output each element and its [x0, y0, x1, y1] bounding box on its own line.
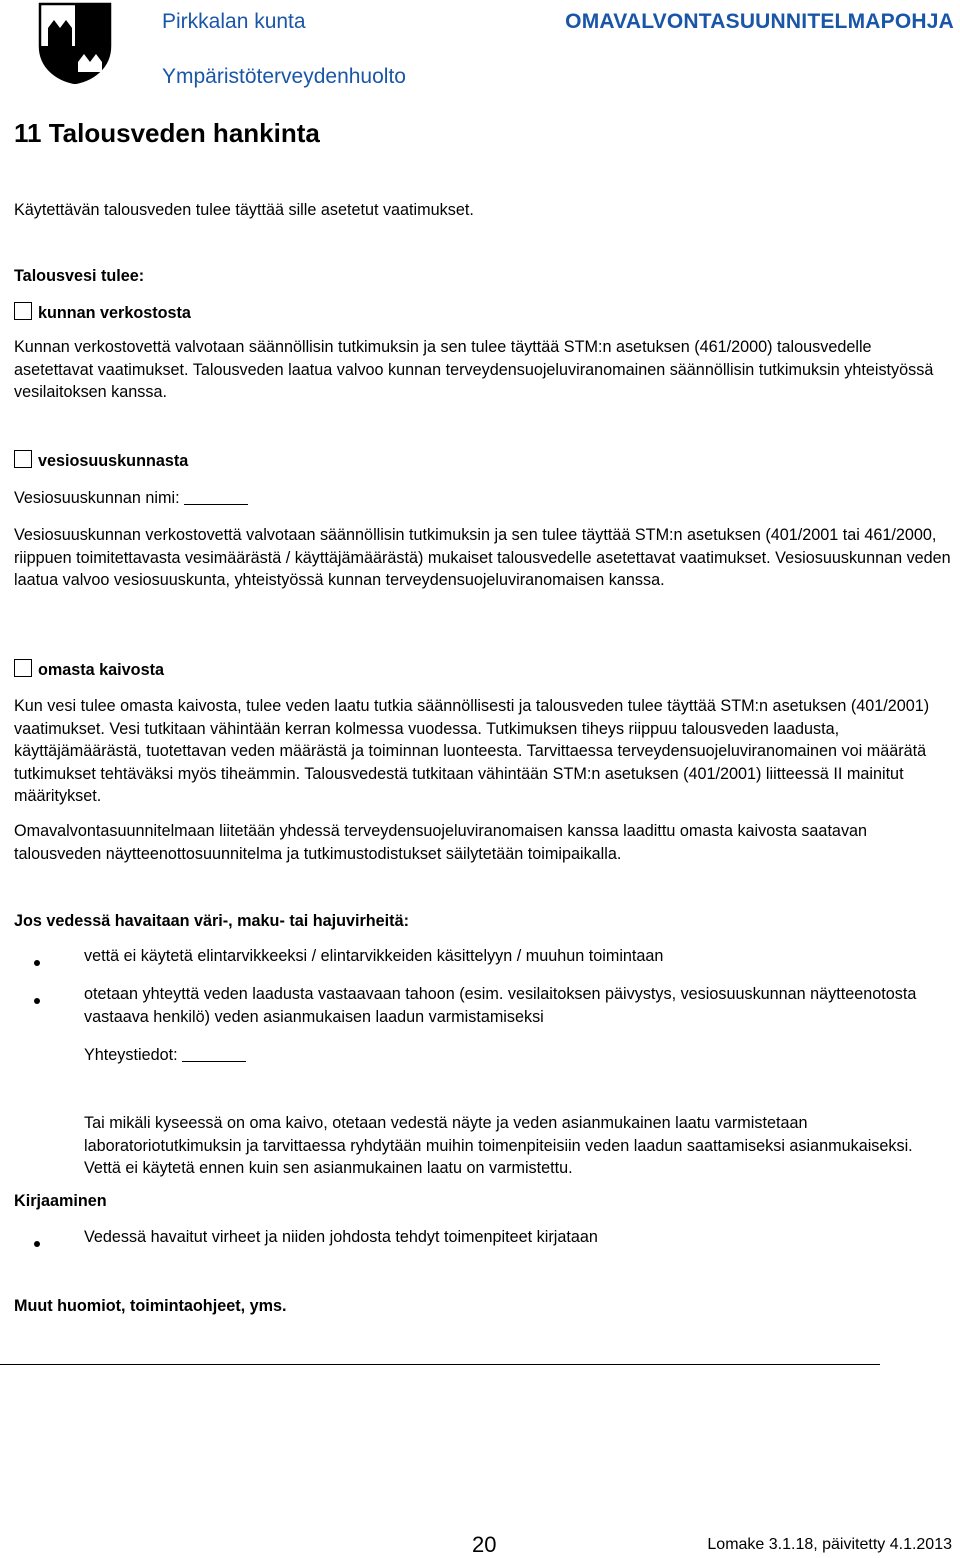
municipal-checkbox[interactable] — [14, 302, 32, 320]
page-number: 20 — [472, 1532, 497, 1557]
recording-item: Vedessä havaitut virheet ja niiden johdosta tehdyt toimenpiteet kirjataan — [84, 1228, 598, 1246]
well-label: omasta kaivosta — [38, 661, 164, 679]
cooperative-label: vesiosuuskunnasta — [38, 452, 189, 470]
contact-field[interactable] — [182, 1046, 246, 1062]
option-cooperative[interactable] — [14, 450, 952, 473]
cooperative-name-row — [14, 487, 952, 510]
municipal-description: Kunnan verkostovettä valvotaan säännöllisin tutkimuksin ja sen tulee täyttää STM:n asetuksen (461/2000) talousvedelle asetettavat vaatimukset. Talousveden laatua valvoo kunnan terveydensuojeluviranomainen säännöllisin tutkimuksin yhteistyössä vesilaitoksen kanssa. — [14, 338, 934, 401]
organization-name: Pirkkalan kunta — [162, 10, 306, 33]
other-notes-heading: Muut huomiot, toimintaohjeet, yms. — [14, 1297, 287, 1315]
well-description: Kun vesi tulee omasta kaivosta, tulee veden laatu tutkia säännöllisesti ja talousveden tulee täyttää STM:n asetuksen (401/2001) vaatimukset. Vesi tutkitaan vähintään kerran kolmessa vuodessa. Tutkimuksen tiheys riippuu talousveden laadusta, käyttäjämäärästä, tuotettavan veden määrästä ja toiminnan luonteesta. Tarvittaessa terveydensuojeluviranomainen voi määrätä tutkimukset tehtäväksi myös tiheämmin. Talousvedestä tutkitaan vähintään STM:n asetuksen (401/2001) liitteessä II mainitut määritykset. — [14, 697, 930, 805]
coat-of-arms-logo — [38, 2, 112, 84]
document-type: OMAVALVONTASUUNNITELMAPOHJA — [565, 10, 954, 33]
section-title: 11 Talousveden hankinta — [14, 118, 320, 148]
cooperative-checkbox[interactable] — [14, 450, 32, 468]
bullet-icon — [34, 991, 40, 1009]
water-source-heading: Talousvesi tulee: — [14, 267, 145, 285]
cooperative-name-field[interactable] — [184, 489, 248, 505]
contact-label: Yhteystiedot: — [84, 1046, 178, 1064]
option-municipal[interactable] — [14, 302, 952, 325]
department-name: Ympäristöterveydenhuolto — [162, 65, 406, 88]
municipal-label: kunnan verkostosta — [38, 304, 191, 322]
own-well-note: Tai mikäli kyseessä on oma kaivo, otetaan vedestä näyte ja veden asianmukainen laatu varmistetaan laboratoriotutkimuksin ja tarvittaessa ryhdytään muihin toimenpiteisiin veden laadun saattamiseksi asianmukaiseksi. Vettä ei käytetä ennen kuin sen asianmukainen laatu on varmistettu. — [84, 1114, 913, 1177]
fault-action-2: otetaan yhteyttä veden laadusta vastaavaan tahoon (esim. vesilaitoksen päivystys, vesiosuuskunnan näytteenotosta vastaava henkilö) veden asianmukaisen laadun varmistamiseksi — [84, 985, 917, 1026]
recording-heading: Kirjaaminen — [14, 1192, 107, 1210]
notes-line[interactable] — [0, 1364, 880, 1365]
well-checkbox[interactable] — [14, 659, 32, 677]
form-info: Lomake 3.1.18, päivitetty 4.1.2013 — [707, 1536, 952, 1553]
bullet-icon — [34, 1234, 40, 1252]
well-sampling-plan: Omavalvontasuunnitelmaan liitetään yhdessä terveydensuojeluviranomaisen kanssa laadittu omasta kaivosta saatavan talousveden näytteenottosuunnitelma ja tutkimustodistukset säilytetään toimipaikalla. — [14, 822, 868, 863]
cooperative-name-label: Vesiosuuskunnan nimi: — [14, 489, 180, 507]
bullet-icon — [34, 953, 40, 971]
faults-heading: Jos vedessä havaitaan väri-, maku- tai hajuvirheitä: — [14, 912, 409, 930]
cooperative-description: Vesiosuuskunnan verkostovettä valvotaan säännöllisin tutkimuksin ja sen tulee täyttää STM:n asetuksen (401/2001 tai 461/2000, riippuen toimitettavasta vesimäärästä / käyttäjämäärästä) mukaiset talousvedelle asetettavat vaatimukset. Vesiosuuskunnan veden laatua valvoo vesiosuuskunta, yhteistyössä kunnan terveydensuojeluviranomaisen kanssa. — [14, 526, 951, 589]
intro-text: Käytettävän talousveden tulee täyttää sille asetetut vaatimukset. — [14, 201, 474, 219]
contact-row — [84, 1044, 954, 1067]
option-well[interactable] — [14, 659, 952, 682]
fault-action-1: vettä ei käytetä elintarvikkeeksi / elintarvikkeiden käsittelyyn / muuhun toimintaan — [84, 947, 664, 965]
